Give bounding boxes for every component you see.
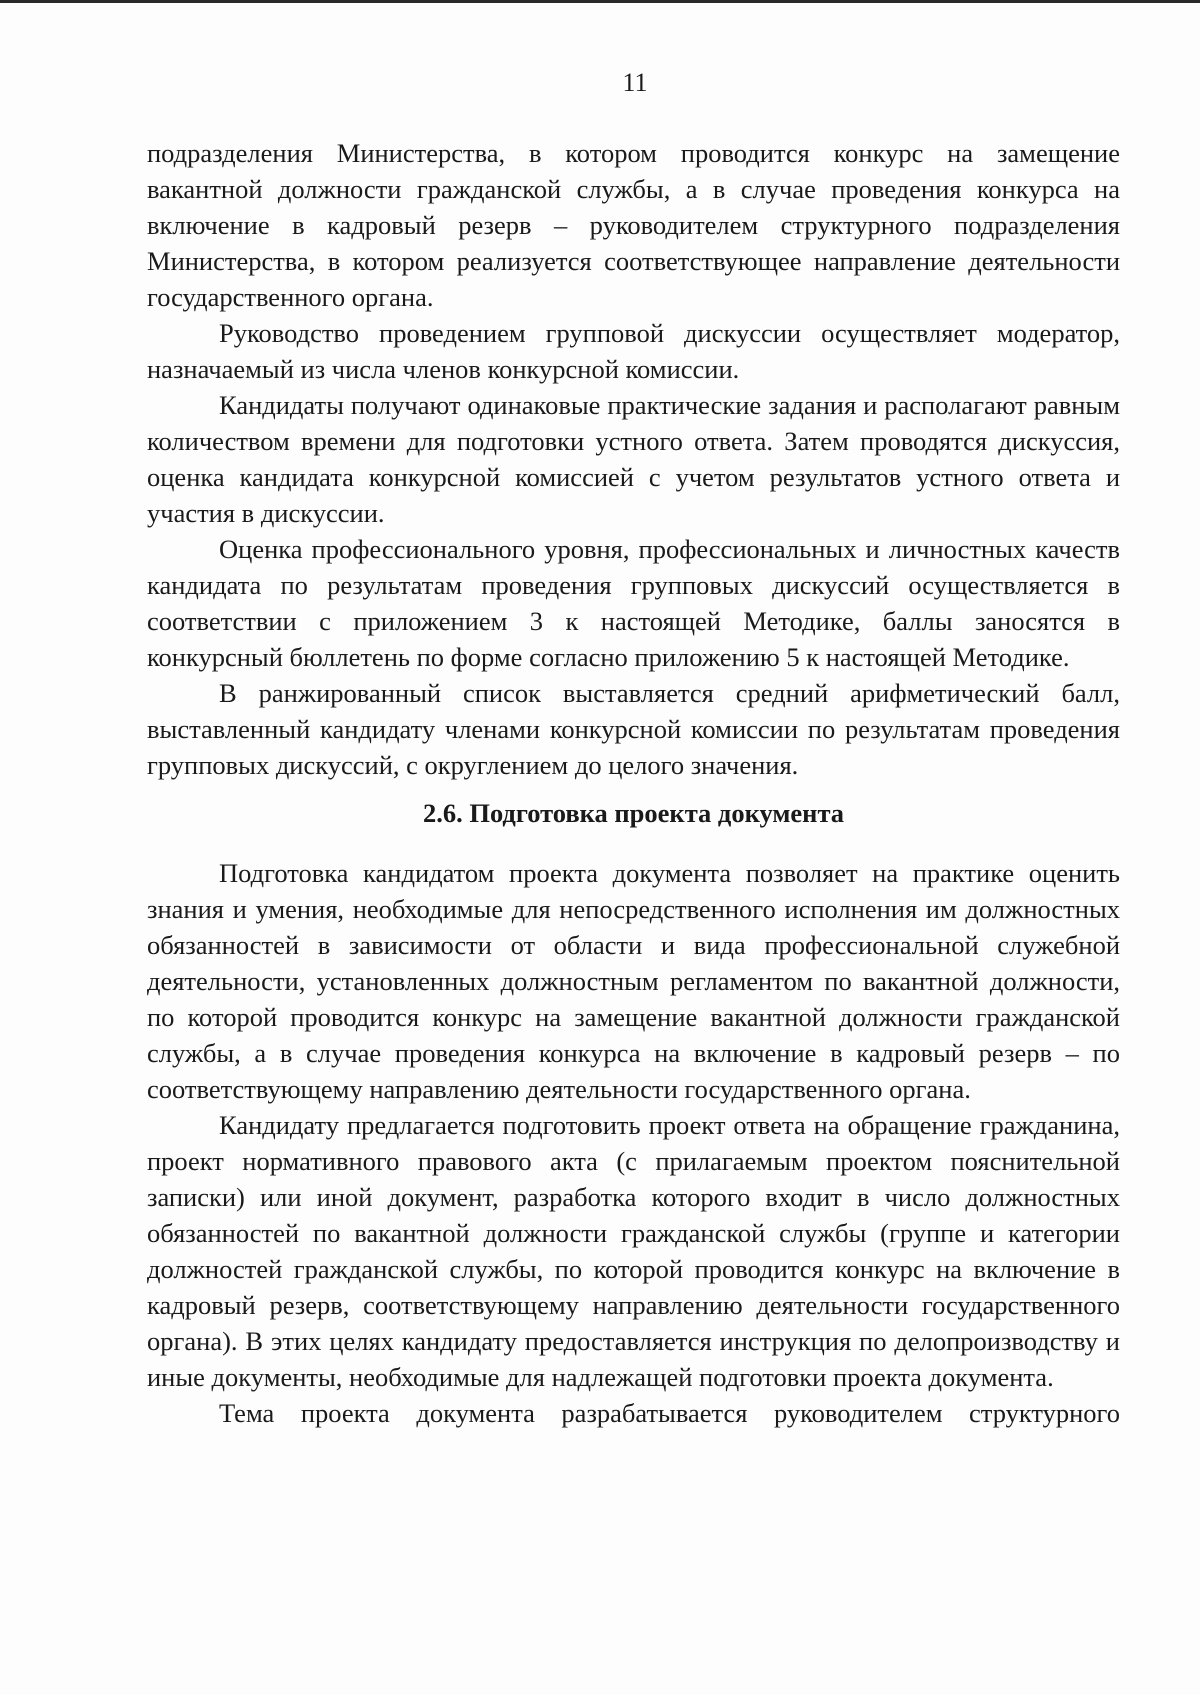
paragraph-candidates-tasks: Кандидаты получают одинаковые практические задания и располагают равным количеством времени для подготовки устного ответа. Затем проводятся дискуссия, оценка кандидата конкурсной комиссией с учетом результатов устного ответа и участия в дискуссии. (147, 390, 1120, 528)
paragraph-evaluation: Оценка профессионального уровня, профессиональных и личностных качеств кандидата по результатам проведения групповых дискуссий осуществляется в соответствии с приложением 3 к настоящей Методике, баллы заносятся в конкурсный бюллетень по форме согласно приложению 5 к настоящей Методике. (147, 534, 1120, 672)
paragraph-document-preparation: Подготовка кандидатом проекта документа позволяет на практике оценить знания и умения, необходимые для непосредственного исполнения им должностных обязанностей в зависимости от области и вида профессиональной служебной деятельности, установленных должностным регламентом по вакантной должности, по которой проводится конкурс на замещение вакантной должности гражданской службы, а в случае проведения конкурса на включение в кадровый резерв – по соответствующему направлению деятельности государственного органа. (147, 858, 1120, 1104)
page-number: 11 (622, 68, 648, 97)
paragraph-ranking: В ранжированный список выставляется средний арифметический балл, выставленный кандидату членами конкурсной комиссии по результатам проведения групповых дискуссий, с округлением до целого значения. (147, 678, 1120, 780)
paragraph-topic: Тема проекта документа разрабатывается руководителем структурного (219, 1398, 1120, 1428)
document-body (147, 135, 1120, 1431)
section-heading: 2.6. Подготовка проекта документа (422, 798, 845, 828)
paragraph-candidate-task: Кандидату предлагается подготовить проект ответа на обращение гражданина, проект нормативного правового акта (с прилагаемым проектом пояснительной записки) или иной документ, разработка которого входит в число должностных обязанностей по вакантной должности гражданской службы (группе и категории должностей гражданской службы, по которой проводится конкурс на включение в кадровый резерв, соответствующему направлению деятельности государственного органа). В этих целях кандидату предоставляется инструкция по делопроизводству и иные документы, необходимые для надлежащей подготовки проекта документа. (147, 1110, 1120, 1392)
paragraph-continuation: подразделения Министерства, в котором проводится конкурс на замещение вакантной должности гражданской службы, а в случае проведения конкурса на включение в кадровый резерв – руководителем структурного подразделения Министерства, в котором реализуется соответствующее направление деятельности государственного органа. (147, 138, 1120, 312)
paragraph-moderator: Руководство проведением групповой дискуссии осуществляет модератор, назначаемый из числа членов конкурсной комиссии. (147, 318, 1120, 384)
scan-edge-line (0, 0, 1200, 3)
